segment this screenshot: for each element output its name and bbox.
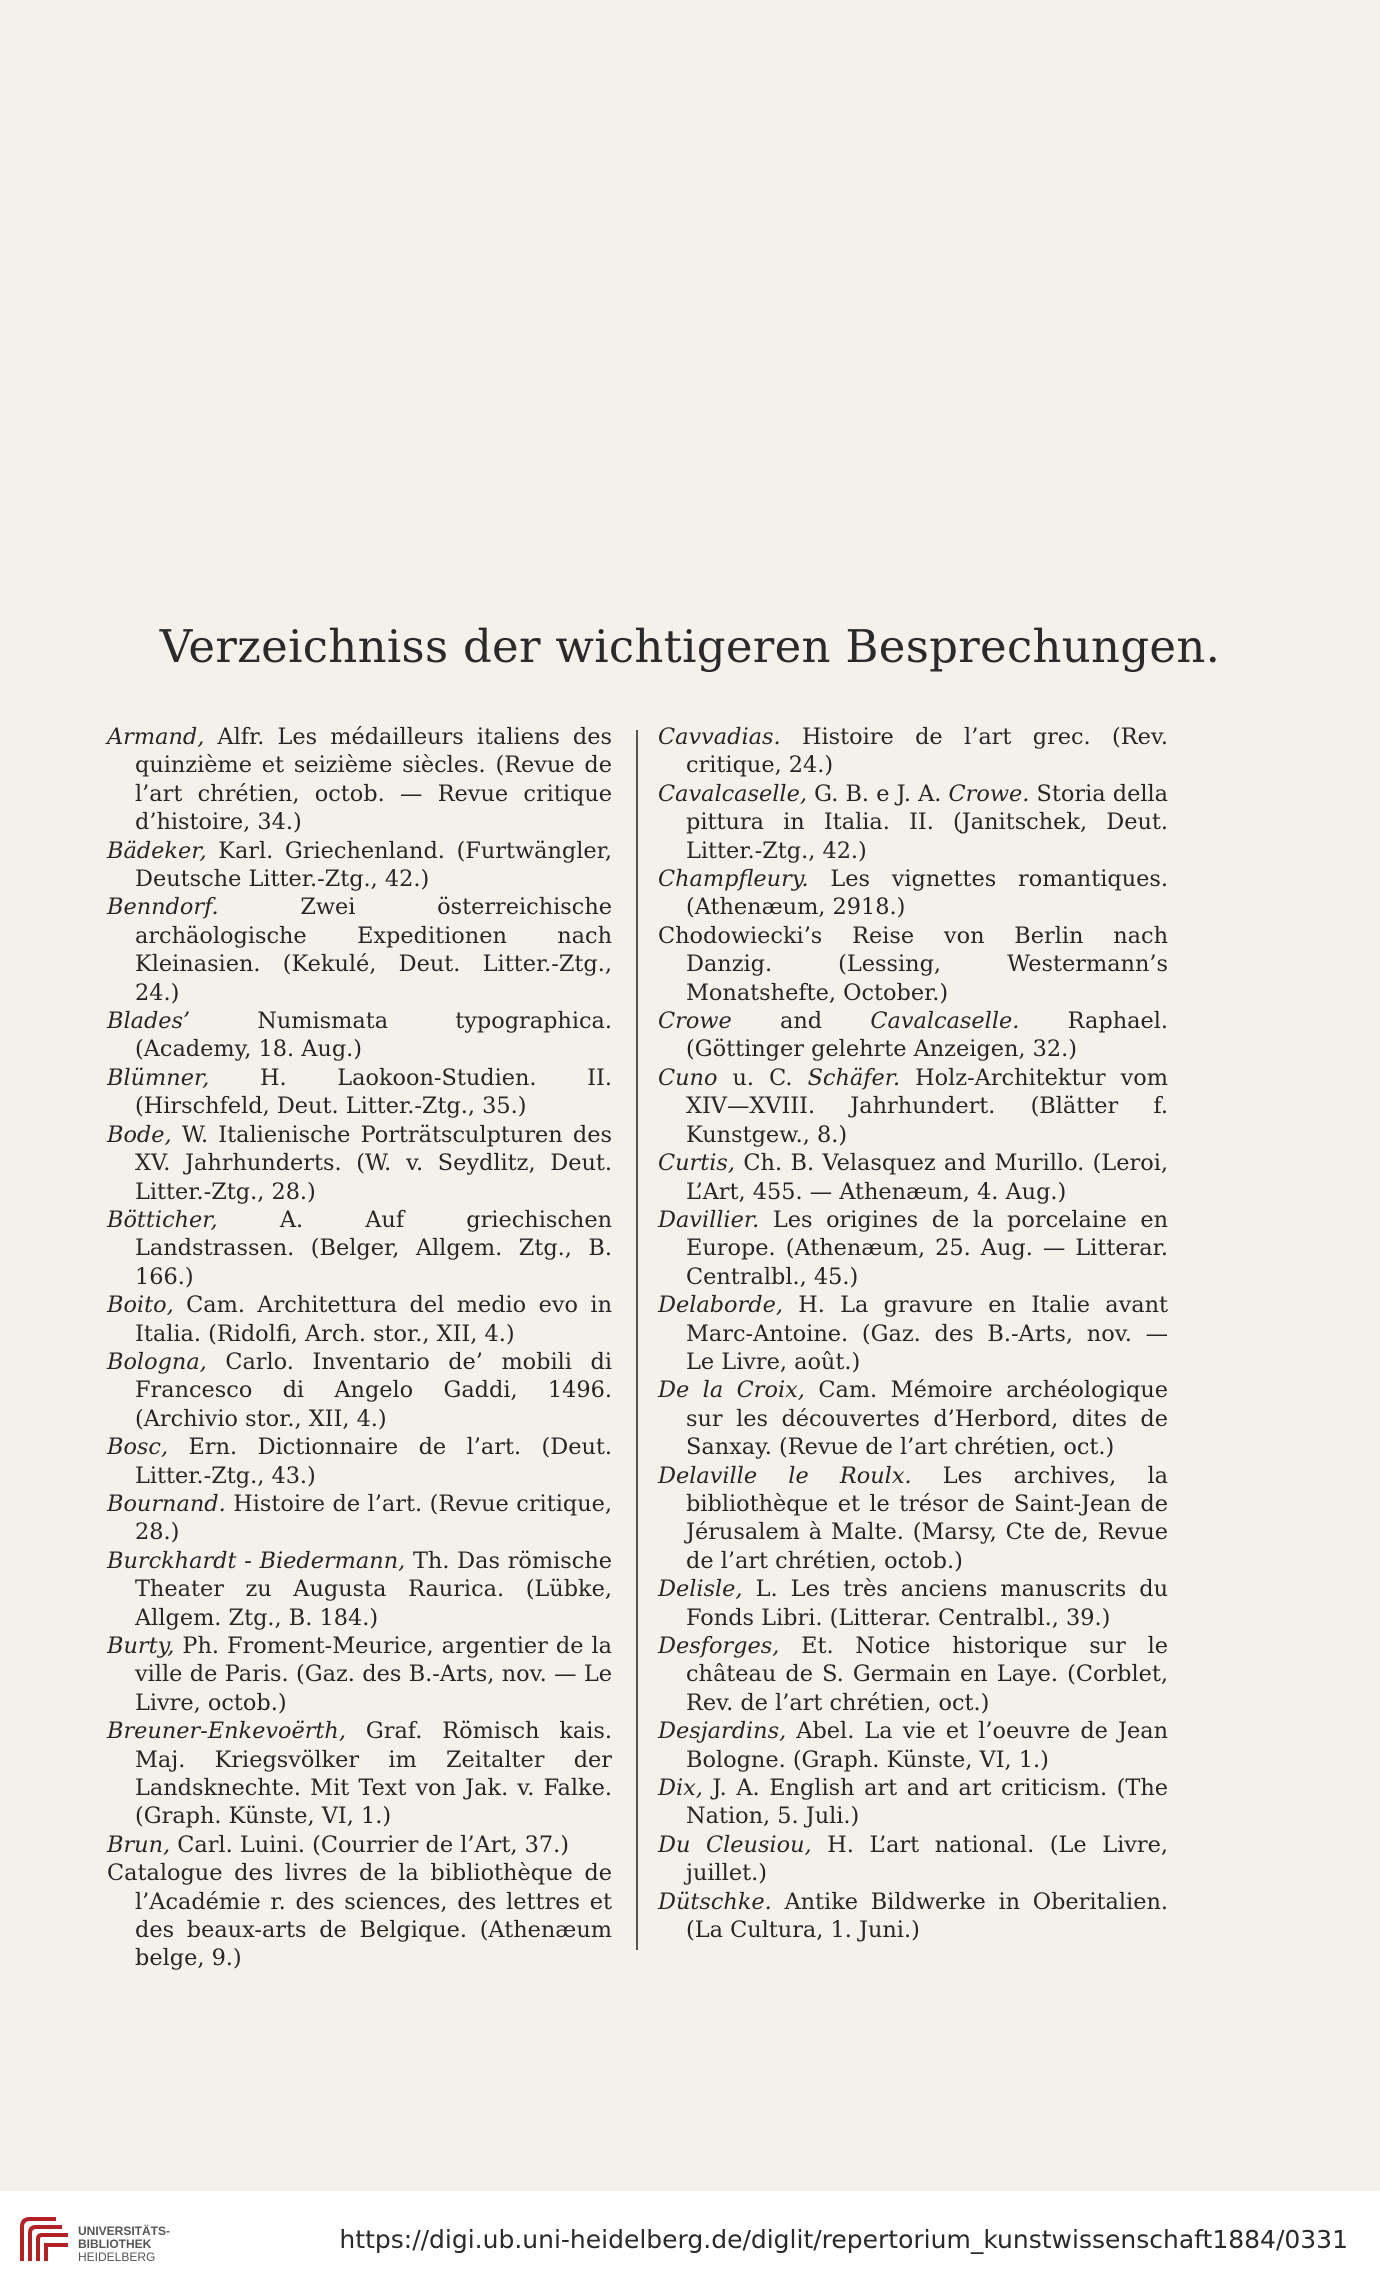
entry-text: Alfr. Les médailleurs italiens des quinzième et seizième siècles. (Revue de l’art chrétien, octob. — Revue critique d’histoire, 34.) — [135, 724, 612, 836]
entry-text: Chodowiecki’s Reise von Berlin nach Danzig. (Lessing, Westermann’s Monatshefte, October.) — [658, 922, 1168, 1006]
entry-author: Brun, — [107, 1831, 171, 1858]
entry-author: Bournand. — [107, 1490, 226, 1517]
entry-author: Crowe — [658, 1008, 732, 1035]
footer-bar — [0, 2191, 1380, 2294]
entry-text: Catalogue des livres de la bibliothèque de l’Académie r. des sciences, des lettres et des beaux-arts de Belgique. (Athenæum belge, 9.) — [107, 1860, 612, 1972]
entry-author: Cavalcaselle. — [870, 1008, 1020, 1035]
entry-author: Armand, — [107, 724, 205, 750]
entry-author: Desjardins, — [658, 1718, 787, 1745]
entry-text: Cam. Mémoire archéologique sur les découvertes d’Herbord, dites de Sanxay. (Revue de l’art chrétien, oct.) — [686, 1377, 1168, 1461]
entry-author: Crowe. — [948, 780, 1030, 807]
bibliography-entry — [658, 1888, 1168, 1945]
entry-text: Ch. B. Velasquez and Murillo. (Leroi, L’Art, 455. — Athenæum, 4. Aug.) — [686, 1150, 1168, 1205]
bibliography-entry — [107, 723, 612, 837]
entry-author: Curtis, — [658, 1150, 736, 1177]
bibliography-entry — [107, 1859, 612, 1973]
bibliography-entry — [107, 1433, 612, 1490]
entry-author: Bode, — [107, 1121, 172, 1148]
entry-author: Blades’ — [107, 1008, 191, 1035]
entry-author: Bologna, — [107, 1348, 207, 1375]
entry-author: Breuner-Enkevoërth, — [107, 1718, 346, 1745]
bibliography-entry — [107, 1490, 612, 1547]
bibliography-entry — [658, 1291, 1168, 1376]
entry-text: Th. Das römische Theater zu Augusta Raurica. (Lübke, Allgem. Ztg., B. 184.) — [135, 1547, 612, 1631]
entry-author: Cavalcaselle, — [658, 780, 807, 807]
entry-author: Bosc, — [107, 1434, 169, 1461]
entry-text: W. Italienische Porträtsculpturen des XV. Jahrhunderts. (W. v. Seydlitz, Deut. Litter.-Ztg., 28.) — [135, 1121, 612, 1205]
entry-text: Carlo. Inventario de’ mobili di Francesco di Angelo Gaddi, 1496. (Archivio stor., XII, 4.) — [135, 1348, 612, 1432]
library-name-line-2: BIBLIOTHEK — [78, 2237, 152, 2251]
entry-text: Histoire de l’art grec. (Rev. critique, 24.) — [686, 724, 1168, 779]
bibliography-entry — [658, 865, 1168, 922]
entry-author: Cavvadias. — [658, 724, 781, 750]
bibliography-entry — [658, 1831, 1168, 1888]
entry-text: Zwei österreichische archäologische Expeditionen nach Kleinasien. (Kekulé, Deut. Litter.-Ztg., 24.) — [135, 894, 612, 1006]
entry-text: and — [731, 1008, 871, 1035]
bibliography-entry — [658, 1774, 1168, 1831]
entry-author: Blümner, — [107, 1064, 210, 1091]
entry-author: Desforges, — [658, 1633, 780, 1659]
entry-text: Carl. Luini. (Courrier de l’Art, 37.) — [170, 1831, 569, 1858]
entry-author: Boito, — [107, 1292, 174, 1319]
bibliography-entry — [658, 1717, 1168, 1774]
bibliography-entry — [658, 723, 1168, 780]
entry-author: Du Cleusiou, — [658, 1831, 812, 1858]
entry-text: Graf. Römisch kais. Maj. Kriegsvölker im Zeitalter der Landsknechte. Mit Text von Jak. v. Falke. (Graph. Künste, VI, 1.) — [135, 1718, 612, 1830]
bibliography-entry — [658, 1376, 1168, 1461]
entry-text: Ern. Dictionnaire de l’art. (Deut. Litter.-Ztg., 43.) — [135, 1434, 612, 1489]
entry-author: Delaborde, — [658, 1292, 783, 1319]
bibliography-entry — [658, 1007, 1168, 1064]
entry-text: Les vignettes romantiques. (Athenæum, 2918.) — [686, 866, 1168, 921]
entry-text: G. B. e J. A. — [806, 780, 949, 807]
entry-text: u. C. — [717, 1064, 808, 1091]
entry-author: Cuno — [658, 1064, 718, 1091]
entry-text: H. Laokoon-Studien. II. (Hirschfeld, Deut. Litter.-Ztg., 35.) — [135, 1064, 612, 1120]
bibliography-entry — [107, 1121, 612, 1206]
bibliography-entry — [107, 1064, 612, 1121]
entry-text: J. A. English art and art criticism. (The Nation, 5. Juli.) — [686, 1775, 1168, 1830]
entry-author: Champfleury. — [658, 866, 809, 893]
entry-text: H. L’art national. (Le Livre, juillet.) — [686, 1831, 1168, 1887]
entry-text: Karl. Griechenland. (Furtwängler, Deutsche Litter.-Ztg., 42.) — [135, 837, 612, 893]
bibliography-entry — [107, 1348, 612, 1433]
bibliography-entry — [658, 1575, 1168, 1632]
bibliography-entry — [107, 1291, 612, 1348]
permalink-url[interactable]: https://digi.ub.uni-heidelberg.de/diglit/repertorium_kunstwissenschaft1884/0331 — [339, 2225, 1348, 2254]
entry-text: Ph. Froment-Meurice, argentier de la ville de Paris. (Gaz. des B.-Arts, nov. — Le Livre, octob.) — [135, 1633, 612, 1716]
bibliography-entry — [107, 893, 612, 1007]
entry-text: Raphael. (Göttinger gelehrte Anzeigen, 32.) — [686, 1008, 1168, 1063]
entry-author: Dix, — [658, 1775, 703, 1802]
entry-text: Storia della pittura in Italia. II. (Janitschek, Deut. Litter.-Ztg., 42.) — [686, 780, 1168, 864]
right-column — [658, 723, 1168, 1944]
bibliography-entry — [107, 1831, 612, 1859]
entry-text: Histoire de l’art. (Revue critique, 28.) — [135, 1490, 612, 1546]
entry-author: Davillier. — [658, 1206, 760, 1233]
library-name — [78, 2225, 170, 2264]
bibliography-entry — [107, 1632, 612, 1717]
entry-author: Delaville le Roulx. — [658, 1462, 912, 1489]
entry-text: H. La gravure en Italie avant Marc-Antoine. (Gaz. des B.-Arts, nov. — Le Livre, août.) — [686, 1292, 1168, 1375]
entry-text: Les origines de la porcelaine en Europe. (Athenæum, 25. Aug. — Litterar. Centralbl., 45.) — [686, 1206, 1168, 1290]
entry-text: Numismata typographica. (Academy, 18. Aug.) — [135, 1008, 612, 1063]
entry-author: Schäfer. — [807, 1064, 901, 1091]
entry-author: De la Croix, — [658, 1377, 805, 1404]
entry-author: Burckhardt - Biedermann, — [107, 1547, 406, 1574]
entry-text: A. Auf griechischen Landstrassen. (Belger, Allgem. Ztg., B. 166.) — [135, 1206, 612, 1290]
bibliography-entry — [107, 1717, 612, 1831]
page-title: Verzeichniss der wichtigeren Besprechungen. — [159, 620, 1221, 673]
bibliography-entry — [658, 1462, 1168, 1576]
entry-text: Holz-Architektur vom XIV—XVIII. Jahrhundert. (Blätter f. Kunstgew., 8.) — [686, 1064, 1168, 1148]
entry-text: L. Les très anciens manuscrits du Fonds Libri. (Litterar. Centralbl., 39.) — [686, 1576, 1168, 1631]
bibliography-entry — [658, 780, 1168, 865]
library-name-line-1: UNIVERSITÄTS- — [78, 2224, 171, 2238]
bibliography-entry — [107, 1206, 612, 1291]
entry-author: Bädeker, — [107, 837, 207, 864]
bibliography-entry — [107, 1547, 612, 1632]
entry-author: Benndorf. — [107, 894, 219, 921]
bibliography-entry — [658, 1064, 1168, 1149]
bibliography-entry — [658, 1206, 1168, 1291]
entry-author: Bötticher, — [107, 1206, 218, 1233]
entry-text: Antike Bildwerke in Oberitalien. (La Cultura, 1. Juni.) — [686, 1888, 1168, 1944]
entry-text: Les archives, la bibliothèque et le trésor de Saint-Jean de Jérusalem à Malte. (Marsy, Cte de, Revue de l’art chrétien, octob.) — [686, 1462, 1168, 1574]
bibliography-entry — [658, 1149, 1168, 1206]
entry-author: Burty, — [107, 1633, 175, 1659]
entry-author: Dütschke. — [658, 1888, 772, 1915]
entry-author: Delisle, — [658, 1576, 743, 1603]
entry-text: Et. Notice historique sur le château de S. Germain en Laye. (Corblet, Rev. de l’art chrétien, oct.) — [686, 1633, 1168, 1716]
bibliography-entry — [658, 922, 1168, 1007]
entry-text: Cam. Architettura del medio evo in Italia. (Ridolfi, Arch. stor., XII, 4.) — [135, 1292, 612, 1347]
bibliography-entry — [658, 1632, 1168, 1717]
bibliography-entry — [107, 1007, 612, 1064]
university-library-logo-icon — [16, 2213, 72, 2265]
bibliography-entry — [107, 837, 612, 894]
entry-text: Abel. La vie et l’oeuvre de Jean Bologne. (Graph. Künste, VI, 1.) — [686, 1718, 1168, 1773]
library-name-line-3: HEIDELBERG — [78, 2250, 156, 2264]
left-column — [107, 723, 612, 1973]
column-divider — [636, 730, 638, 1950]
